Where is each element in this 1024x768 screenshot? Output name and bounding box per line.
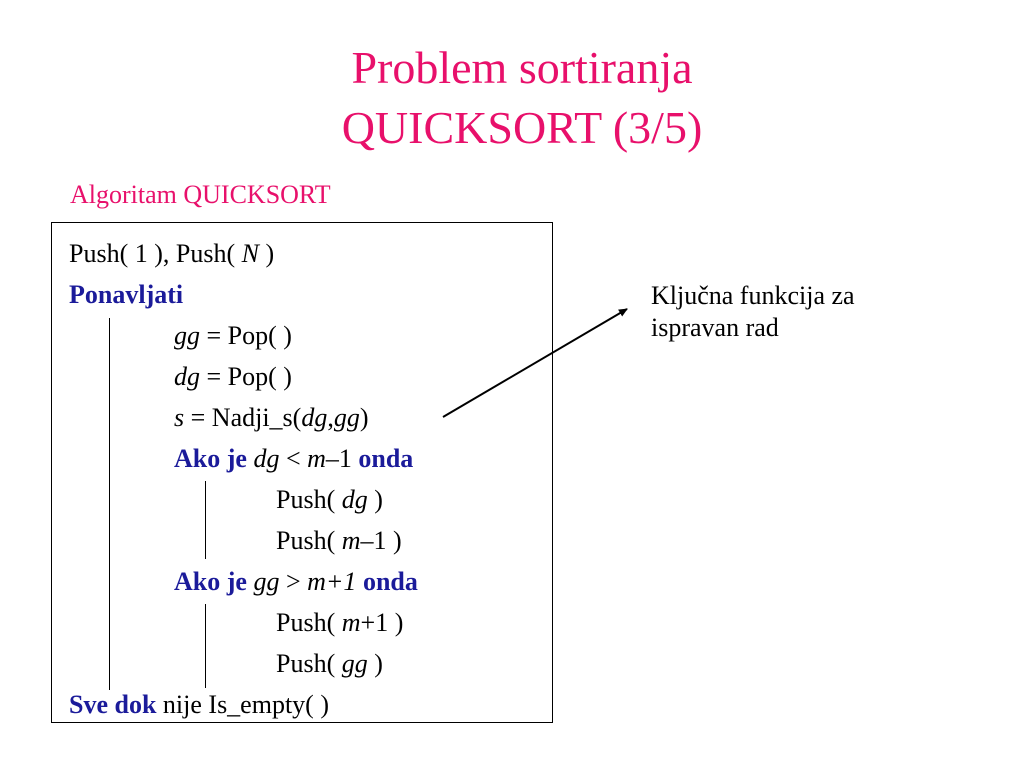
code-var: gg xyxy=(253,567,280,596)
code-text: Push( xyxy=(276,526,342,555)
code-var: gg xyxy=(341,649,368,678)
code-text: > xyxy=(279,567,308,596)
code-text: –1 xyxy=(325,444,352,473)
code-var: m+1 xyxy=(307,567,357,596)
code-text: ) xyxy=(258,239,275,268)
code-var: dg xyxy=(301,403,328,432)
code-var: dg xyxy=(174,362,200,391)
title-line-2: QUICKSORT (3/5) xyxy=(341,102,703,153)
code-text: Push( 1 ), Push( xyxy=(69,239,242,268)
code-var: N xyxy=(241,239,259,268)
code-text: –1 ) xyxy=(360,526,402,555)
code-text: Push( xyxy=(276,608,342,637)
code-text: ) xyxy=(367,649,383,678)
code-text: , xyxy=(327,403,334,432)
code-keyword: onda xyxy=(362,567,418,596)
arrow-line xyxy=(443,309,627,417)
code-var: gg xyxy=(333,403,360,432)
code-text: nije Is_empty( ) xyxy=(156,690,329,719)
code-var: m xyxy=(307,444,326,473)
code-text: = Pop( ) xyxy=(200,362,292,391)
code-var: s xyxy=(174,403,185,432)
annotation-line-1: Ključna funkcija za xyxy=(651,281,855,310)
code-var: m xyxy=(341,526,361,555)
code-line-repeat: Ponavljati xyxy=(69,280,184,309)
code-text: < xyxy=(279,444,308,473)
code-keyword: Sve dok xyxy=(69,690,157,719)
code-text: +1 ) xyxy=(360,608,404,637)
code-var: dg xyxy=(253,444,280,473)
code-keyword: onda xyxy=(358,444,414,473)
code-text: ) xyxy=(359,403,369,432)
annotation-line-2: ispravan rad xyxy=(651,313,779,342)
code-keyword: Ako je xyxy=(174,567,247,596)
code-var: m xyxy=(341,608,361,637)
algorithm-heading: Algoritam QUICKSORT xyxy=(70,180,331,209)
code-text: = Nadji_s( xyxy=(184,403,302,432)
code-var: gg xyxy=(174,321,200,350)
code-text: = Pop( ) xyxy=(200,321,292,350)
code-text: Push( xyxy=(276,485,342,514)
annotation-text xyxy=(651,280,855,344)
code-text: Push( xyxy=(276,649,342,678)
code-var: dg xyxy=(341,485,368,514)
code-keyword: Ako je xyxy=(174,444,247,473)
code-text: ) xyxy=(367,485,383,514)
title-line-1: Problem sortiranja xyxy=(351,42,693,93)
